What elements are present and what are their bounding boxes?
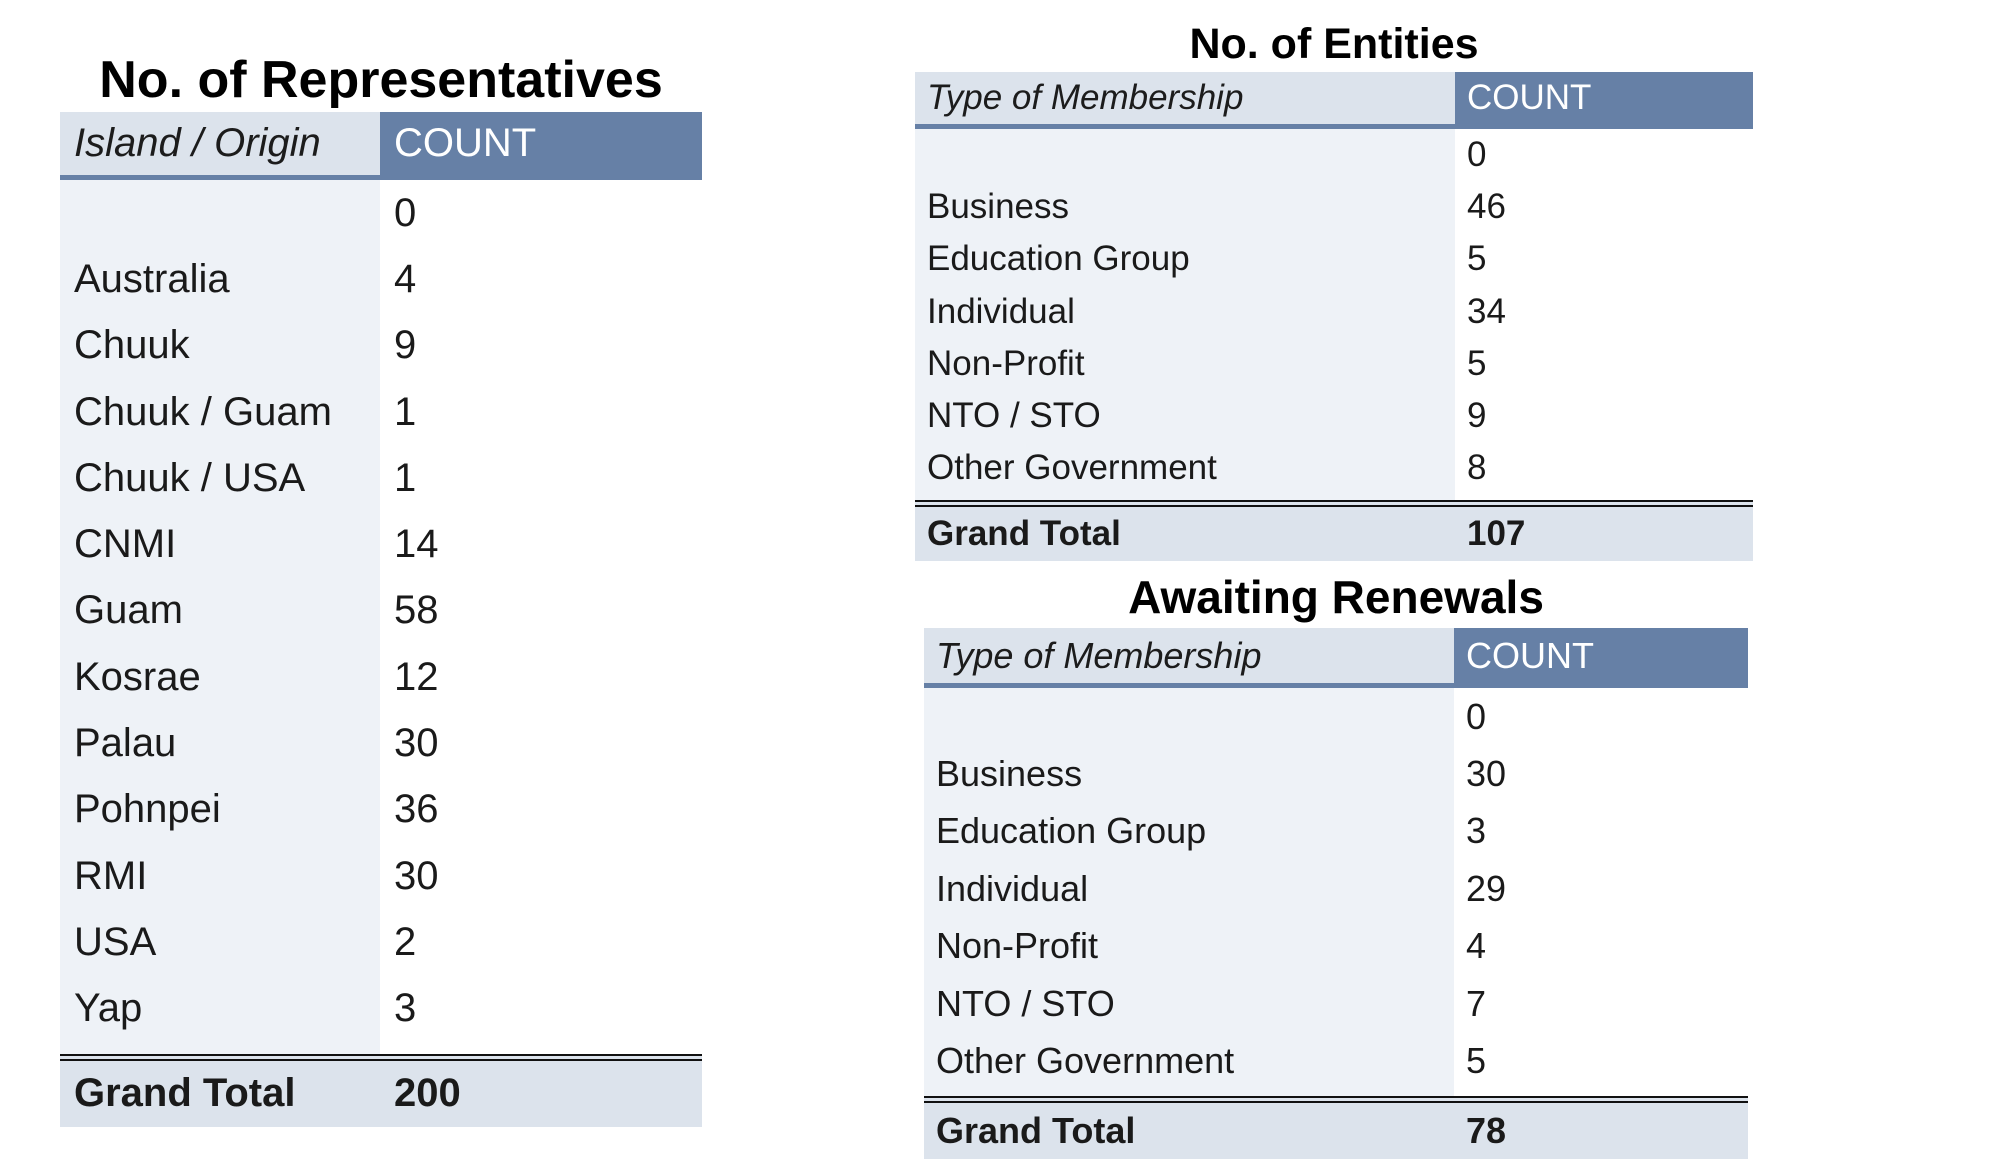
representatives-table [60, 112, 702, 1127]
row-label: CNMI [74, 522, 177, 567]
row-count: 4 [394, 256, 417, 301]
table-row [924, 860, 1748, 917]
row-count: 30 [394, 853, 439, 898]
column-header-island-origin: Island / Origin [74, 121, 321, 165]
grand-total-label: Grand Total [927, 514, 1121, 554]
row-label: Individual [936, 867, 1089, 909]
row-label: Chuuk [74, 323, 190, 368]
table-row [924, 803, 1748, 860]
row-count: 34 [1467, 291, 1506, 331]
row-label: USA [74, 919, 157, 964]
row-count: 4 [1466, 925, 1487, 967]
table-row [915, 181, 1753, 233]
table-row [60, 379, 702, 445]
row-label: Australia [74, 256, 230, 301]
table-row [60, 976, 702, 1042]
row-count: 3 [394, 986, 417, 1031]
row-count: 2 [394, 919, 417, 964]
renewals-table [924, 628, 1748, 1159]
grand-total-value: 200 [394, 1071, 461, 1116]
row-label: Yap [74, 986, 143, 1031]
row-label: NTO / STO [927, 396, 1101, 436]
row-label: Education Group [936, 810, 1207, 852]
grand-total-row [60, 1054, 702, 1127]
row-count: 9 [1467, 396, 1487, 436]
row-count: 1 [394, 455, 417, 500]
row-label: Non-Profit [927, 343, 1085, 383]
table-row [60, 511, 702, 577]
table-row [924, 688, 1748, 745]
column-header-type-of-membership: Type of Membership [936, 634, 1262, 676]
table-header-row [60, 112, 702, 180]
table-row [915, 233, 1753, 285]
grand-total-row [915, 500, 1753, 561]
row-count: 3 [1466, 810, 1487, 852]
row-label: Education Group [927, 239, 1190, 279]
row-label: Non-Profit [936, 925, 1099, 967]
table-row [924, 745, 1748, 802]
row-label: Palau [74, 721, 177, 766]
table-row [60, 578, 702, 644]
entities-panel [915, 18, 1753, 561]
entities-table [915, 72, 1753, 561]
row-count: 0 [1466, 695, 1487, 737]
table-row [924, 975, 1748, 1032]
column-header-count: COUNT [380, 112, 702, 175]
row-label: NTO / STO [936, 982, 1115, 1024]
table-row [60, 246, 702, 312]
row-count: 5 [1466, 1040, 1487, 1082]
row-count: 0 [394, 190, 417, 235]
column-header-count: COUNT [1455, 72, 1753, 124]
table-row [60, 777, 702, 843]
table-header-row [924, 628, 1748, 688]
grand-total-value: 78 [1466, 1109, 1507, 1151]
row-count: 5 [1467, 343, 1487, 383]
row-count: 36 [394, 787, 439, 832]
grand-total-row [924, 1096, 1748, 1159]
grand-total-value: 107 [1467, 514, 1526, 554]
row-count: 0 [1467, 135, 1487, 175]
table-row [60, 710, 702, 776]
row-label: Business [927, 187, 1070, 227]
grand-total-label: Grand Total [74, 1071, 296, 1116]
row-label: Other Government [936, 1040, 1235, 1082]
row-count: 7 [1466, 982, 1487, 1024]
row-count: 46 [1467, 187, 1506, 227]
row-label: Other Government [927, 448, 1217, 488]
table-row [60, 909, 702, 975]
row-label: Kosrae [74, 654, 201, 699]
table-row [60, 313, 702, 379]
entities-title: No. of Entities [1189, 20, 1479, 68]
row-label: Individual [927, 291, 1075, 331]
table-row [924, 1032, 1748, 1089]
representatives-title: No. of Representatives [99, 51, 663, 109]
renewals-panel [924, 568, 1748, 1159]
table-row [60, 180, 702, 246]
row-label: RMI [74, 853, 148, 898]
row-count: 8 [1467, 448, 1487, 488]
table-row [915, 442, 1753, 494]
row-label: Chuuk / Guam [74, 389, 332, 434]
table-row [60, 445, 702, 511]
row-label: Guam [74, 588, 183, 633]
grand-total-label: Grand Total [936, 1109, 1136, 1151]
row-count: 1 [394, 389, 417, 434]
row-count: 30 [1466, 753, 1507, 795]
row-count: 29 [1466, 867, 1507, 909]
row-count: 12 [394, 654, 439, 699]
column-header-count: COUNT [1454, 628, 1748, 683]
renewals-title: Awaiting Renewals [1128, 571, 1544, 623]
table-row [60, 644, 702, 710]
table-row [915, 129, 1753, 181]
table-row [915, 390, 1753, 442]
row-label: Chuuk / USA [74, 455, 306, 500]
row-count: 58 [394, 588, 439, 633]
row-label: Business [936, 753, 1083, 795]
representatives-panel [60, 50, 702, 1127]
table-row [915, 338, 1753, 390]
table-row [915, 286, 1753, 338]
row-label: Pohnpei [74, 787, 221, 832]
row-count: 30 [394, 721, 439, 766]
table-row [924, 918, 1748, 975]
row-count: 5 [1467, 239, 1487, 279]
table-row [60, 843, 702, 909]
column-header-type-of-membership: Type of Membership [927, 78, 1244, 117]
table-header-row [915, 72, 1753, 129]
row-count: 9 [394, 323, 417, 368]
row-count: 14 [394, 522, 439, 567]
